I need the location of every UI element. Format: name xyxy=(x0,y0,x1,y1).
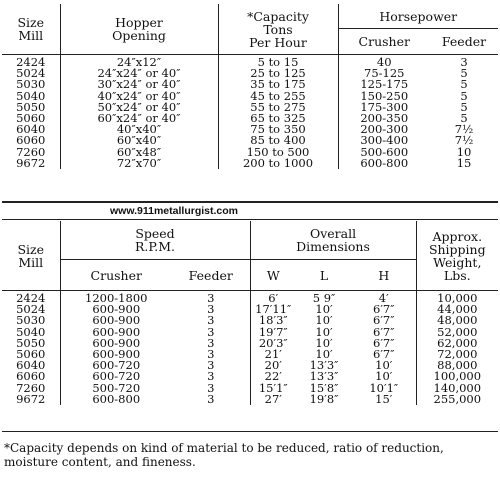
size-cell: 9672 xyxy=(16,391,46,406)
dim-h-header: H xyxy=(352,260,416,291)
hopper-cell: 72″x70″ xyxy=(60,158,218,169)
dim-h-cell: 10′ xyxy=(375,369,393,384)
dim-l-cell: 10′ xyxy=(315,313,333,328)
speed-crusher-cell: 600-900 xyxy=(60,315,172,326)
header-line: Lbs. xyxy=(443,267,471,283)
hp-crusher-cell: 200-300 xyxy=(338,124,430,135)
header-line: Overall xyxy=(309,226,357,241)
dim-h-cell: 6′7″ xyxy=(373,313,395,328)
size-cell: 6060 xyxy=(16,133,46,148)
speed-crusher-cell: 600-900 xyxy=(60,349,172,360)
dim-l-cell: 13′3″ xyxy=(309,369,339,384)
weight-cell: 62,000 xyxy=(416,338,498,349)
table-row xyxy=(2,371,498,382)
capacity-cell: 200 to 1000 xyxy=(218,158,338,169)
speed-feeder-cell: 3 xyxy=(207,324,215,339)
speed-crusher-cell: 600-720 xyxy=(60,371,172,382)
dim-h-cell: 6′7″ xyxy=(373,324,395,339)
header-line: Tons xyxy=(263,21,293,37)
hopper-cell: 50″x24″ or 40″ xyxy=(60,102,218,113)
hp-crusher-cell: 40 xyxy=(338,57,430,68)
hopper-cell: 40″x24″ or 40″ xyxy=(60,91,218,102)
speed-feeder-cell: 3 xyxy=(207,302,215,317)
dim-h-cell: 6′7″ xyxy=(373,302,395,317)
hopper-header xyxy=(60,4,218,55)
table-row xyxy=(2,293,498,304)
header-line: Mill xyxy=(18,254,44,270)
capacity-cell: 35 to 175 xyxy=(218,79,338,90)
size-cell: 5060 xyxy=(16,347,46,362)
hp-crusher-header: Crusher xyxy=(338,29,430,55)
table-row xyxy=(2,315,498,326)
hopper-cell: 24″x12″ xyxy=(60,57,218,68)
weight-cell: 44,000 xyxy=(416,304,498,315)
size-cell: 5024 xyxy=(16,302,46,317)
speed-feeder-cell: 3 xyxy=(207,358,215,373)
dim-w-cell: 17′11″ xyxy=(250,304,296,315)
size-cell: 6040 xyxy=(16,358,46,373)
dim-l-cell: 10′ xyxy=(315,347,333,362)
dimensions-header xyxy=(250,221,416,260)
weight-cell: 48,000 xyxy=(416,315,498,326)
header-line: Mill xyxy=(18,28,44,43)
size-cell: 7260 xyxy=(16,380,46,395)
hopper-cell: 60″x48″ xyxy=(60,147,218,158)
speed-header xyxy=(60,221,250,260)
dim-w-cell: 15′1″ xyxy=(250,383,296,394)
size-cell: 5030 xyxy=(16,313,46,328)
hp-crusher-cell: 300-400 xyxy=(338,135,430,146)
dim-l-cell: 13′3″ xyxy=(309,358,339,373)
speed-feeder-header: Feeder xyxy=(172,260,250,291)
hp-crusher-cell: 125-175 xyxy=(338,79,430,90)
capacity-cell: 150 to 500 xyxy=(218,147,338,158)
dim-w-cell: 22′ xyxy=(250,371,296,382)
weight-cell: 140,000 xyxy=(416,383,498,394)
source-url: www.911metallurgist.com xyxy=(110,205,238,217)
size-cell: 6040 xyxy=(16,122,46,137)
section-divider xyxy=(2,219,498,220)
table-row xyxy=(2,394,498,405)
speed-feeder-cell: 3 xyxy=(207,313,215,328)
hopper-cell: 40″x40″ xyxy=(60,124,218,135)
footnote: *Capacity depends on kind of material to be reduced, ratio of reduction, moisture content, and fineness. xyxy=(4,441,444,469)
header-line: Size xyxy=(17,241,45,257)
size-cell: 5050 xyxy=(16,335,46,350)
hp-feeder-cell: 5 xyxy=(460,77,468,92)
dim-h-cell: 6′7″ xyxy=(373,335,395,350)
dim-l-cell: 10′ xyxy=(315,324,333,339)
hp-feeder-cell: 7½ xyxy=(454,133,474,148)
table-row xyxy=(2,360,498,371)
weight-cell: 10,000 xyxy=(416,293,498,304)
section-divider xyxy=(2,431,498,432)
hopper-cell: 60″x40″ xyxy=(60,135,218,146)
capacity-cell: 25 to 125 xyxy=(218,68,338,79)
dim-h-cell: 15′ xyxy=(375,391,393,406)
section-divider xyxy=(2,201,498,203)
speed-crusher-cell: 600-800 xyxy=(60,394,172,405)
weight-cell: 100,000 xyxy=(416,371,498,382)
capacity-cell: 5 to 15 xyxy=(218,57,338,68)
dim-h-cell: 10′1″ xyxy=(369,380,399,395)
speed-feeder-cell: 3 xyxy=(207,369,215,384)
speed-crusher-cell: 600-900 xyxy=(60,327,172,338)
capacity-table xyxy=(2,4,498,169)
table-row xyxy=(2,383,498,394)
weight-cell: 88,000 xyxy=(416,360,498,371)
capacity-cell: 65 to 325 xyxy=(218,113,338,124)
hp-crusher-cell: 600-800 xyxy=(338,158,430,169)
hp-feeder-cell: 5 xyxy=(460,99,468,114)
horsepower-header: Horsepower xyxy=(338,4,498,29)
speed-crusher-header: Crusher xyxy=(60,260,172,291)
capacity-cell: 45 to 255 xyxy=(218,91,338,102)
dim-w-cell: 21′ xyxy=(250,349,296,360)
header-line: R.P.M. xyxy=(135,239,176,254)
header-line: Size xyxy=(17,15,45,30)
header-line: Hopper xyxy=(115,15,163,30)
table-row xyxy=(2,349,498,360)
speed-crusher-cell: 600-900 xyxy=(60,304,172,315)
weight-header xyxy=(416,221,498,291)
speed-feeder-cell: 3 xyxy=(207,291,215,305)
size-mill-header xyxy=(2,4,60,55)
dim-w-cell: 20′3″ xyxy=(250,338,296,349)
hp-feeder-cell: 15 xyxy=(456,155,472,170)
hp-crusher-cell: 500-600 xyxy=(338,147,430,158)
capacity-header xyxy=(218,4,338,55)
specs-table xyxy=(2,221,498,405)
speed-crusher-cell: 500-720 xyxy=(60,383,172,394)
header-line: Shipping xyxy=(428,241,486,257)
size-cell: 6060 xyxy=(16,369,46,384)
dim-w-header: W xyxy=(250,260,296,291)
hp-crusher-cell: 200-350 xyxy=(338,113,430,124)
dim-w-cell: 18′3″ xyxy=(250,315,296,326)
size-cell: 7260 xyxy=(16,144,46,159)
header-line: Speed xyxy=(135,226,175,241)
specs-table-body xyxy=(2,293,498,405)
hp-feeder-cell: 5 xyxy=(460,111,468,126)
dim-w-cell: 27′ xyxy=(250,394,296,405)
capacity-table-body xyxy=(2,57,498,169)
size-cell: 5050 xyxy=(16,99,46,114)
capacity-cell: 85 to 400 xyxy=(218,135,338,146)
weight-cell: 255,000 xyxy=(416,394,498,405)
capacity-cell: 55 to 275 xyxy=(218,102,338,113)
dim-w-cell: 20′ xyxy=(250,360,296,371)
hp-feeder-cell: 5 xyxy=(460,88,468,103)
header-line: *Capacity xyxy=(247,8,309,24)
table-row xyxy=(2,338,498,349)
hp-feeder-cell: 10 xyxy=(456,144,472,159)
hp-crusher-cell: 75-125 xyxy=(338,68,430,79)
dim-h-cell: 6′7″ xyxy=(373,347,395,362)
dim-l-cell: 5 9″ xyxy=(312,291,336,305)
dim-l-cell: 19′8″ xyxy=(309,391,339,406)
hp-crusher-cell: 175-300 xyxy=(338,102,430,113)
weight-cell: 72,000 xyxy=(416,349,498,360)
dim-l-header: L xyxy=(296,260,352,291)
hp-crusher-cell: 150-250 xyxy=(338,91,430,102)
size-cell: 5040 xyxy=(16,88,46,103)
speed-crusher-cell: 600-900 xyxy=(60,338,172,349)
dim-w-cell: 6′ xyxy=(250,293,296,304)
hopper-cell: 24″x24″ or 40″ xyxy=(60,68,218,79)
header-line: Dimensions xyxy=(296,239,370,254)
header-line: Weight, xyxy=(433,254,482,270)
hopper-cell: 60″x24″ or 40″ xyxy=(60,113,218,124)
header-row xyxy=(2,4,498,29)
hopper-cell: 30″x24″ or 40″ xyxy=(60,79,218,90)
header-line: Opening xyxy=(112,28,166,43)
size-cell: 2424 xyxy=(16,291,46,305)
speed-crusher-cell: 600-720 xyxy=(60,360,172,371)
hp-feeder-cell: 5 xyxy=(460,66,468,81)
dim-w-cell: 19′7″ xyxy=(250,327,296,338)
dim-h-cell: 10′ xyxy=(375,358,393,373)
size-cell: 2424 xyxy=(16,55,46,69)
dim-h-cell: 4′ xyxy=(378,291,389,305)
speed-feeder-cell: 3 xyxy=(207,335,215,350)
size-mill-header xyxy=(2,221,60,291)
speed-crusher-cell: 1200-1800 xyxy=(60,293,172,304)
size-cell: 5030 xyxy=(16,77,46,92)
size-cell: 5024 xyxy=(16,66,46,81)
size-cell: 5040 xyxy=(16,324,46,339)
dim-l-cell: 15′8″ xyxy=(309,380,339,395)
header-line: Approx. xyxy=(432,228,483,244)
dim-l-cell: 10′ xyxy=(315,302,333,317)
table-row xyxy=(2,304,498,315)
speed-feeder-cell: 3 xyxy=(207,391,215,406)
speed-feeder-cell: 3 xyxy=(207,380,215,395)
dim-l-cell: 10′ xyxy=(315,335,333,350)
hp-feeder-cell: 7½ xyxy=(454,122,474,137)
header-line: Per Hour xyxy=(249,34,307,50)
size-cell: 9672 xyxy=(16,155,46,170)
table-row xyxy=(2,327,498,338)
hp-feeder-cell: 3 xyxy=(460,55,468,69)
weight-cell: 52,000 xyxy=(416,327,498,338)
speed-feeder-cell: 3 xyxy=(207,347,215,362)
size-cell: 5060 xyxy=(16,111,46,126)
table-row xyxy=(2,158,498,169)
hp-feeder-header: Feeder xyxy=(441,34,487,49)
capacity-cell: 75 to 350 xyxy=(218,124,338,135)
